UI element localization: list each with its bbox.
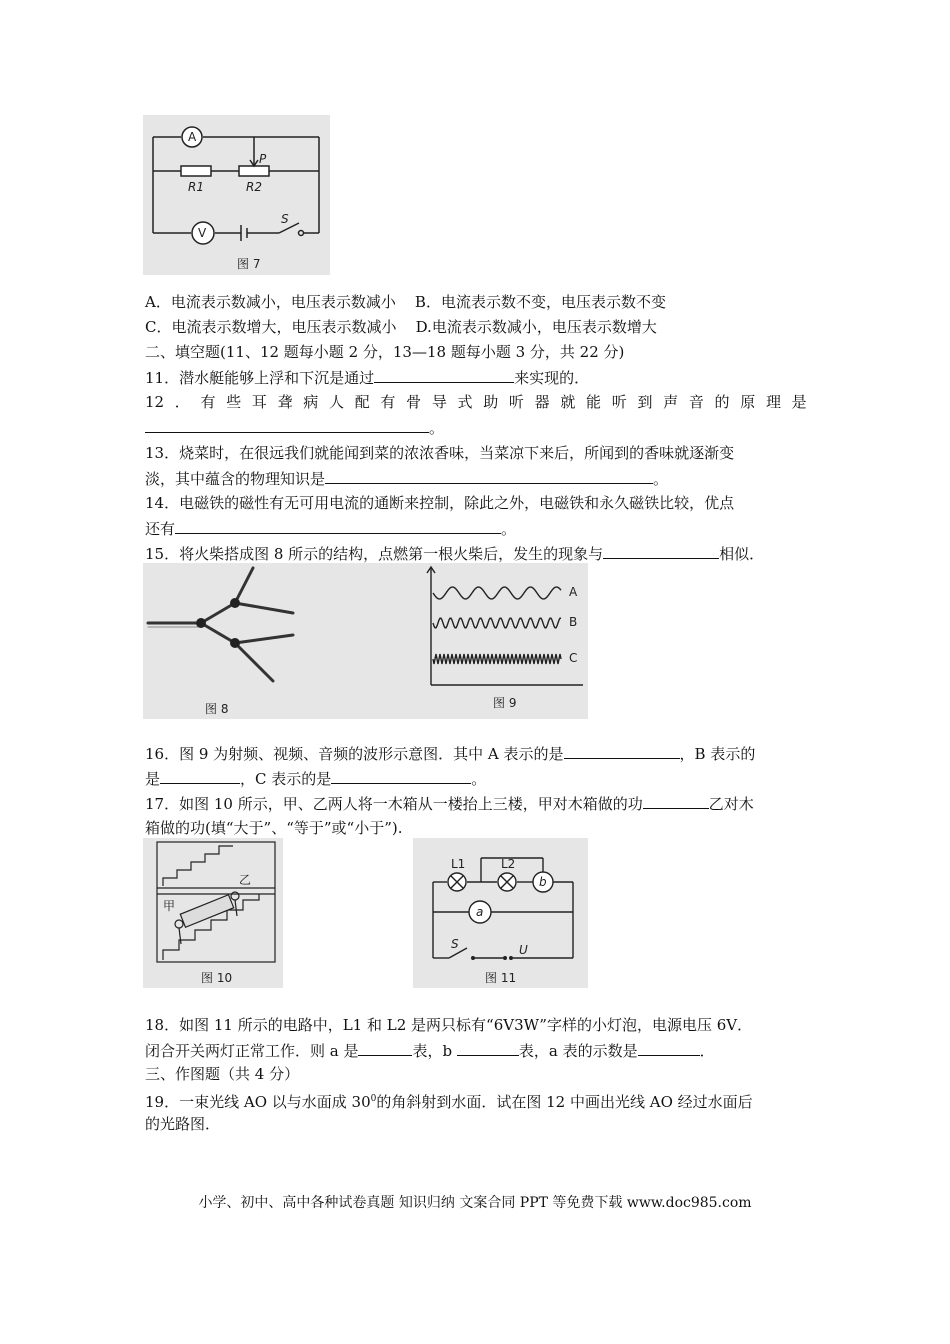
q19-text: 19．一束光线 AO 以与水面成 30 (145, 1093, 371, 1111)
wave-b-label: B (569, 615, 578, 629)
q19-text-2: 的角斜射到水面．试在图 12 中画出光线 AO 经过水面后 (376, 1093, 753, 1111)
q18-end: ． (699, 1042, 715, 1060)
switch-s-label: S (451, 937, 459, 951)
q10-option-c: C．电流表示数增大，电压表示数减小 (145, 318, 397, 336)
q16-text: 16．图 9 为射频、视频、音频的波形示意图．其中 A 表示的是 (145, 745, 564, 763)
q12-end: 。 (429, 419, 445, 437)
q16-text-2: 是 (145, 770, 161, 788)
question-16-line-2 (145, 768, 486, 789)
q10-option-b: B．电流表示数不变，电压表示数不变 (414, 293, 666, 311)
q12-char: 有 (380, 393, 396, 411)
slider-label: P (259, 152, 267, 166)
figure-11-label: 图 11 (485, 971, 517, 985)
circuit-diagram-7 (143, 115, 330, 275)
q16-text-3: ，C 表示的是 (240, 770, 332, 788)
switch-label: S (281, 212, 289, 226)
q15-text: 15．将火柴搭成图 8 所示的结构，点燃第一根火柴后，发生的现象与 (145, 545, 604, 563)
figure-9-label: 图 9 (493, 696, 517, 710)
question-19-line-1 (145, 1089, 753, 1112)
q11-text: 11．潜水艇能够上浮和下沉是通过 (145, 369, 375, 387)
q16-end: 。 (471, 770, 487, 788)
l2-label: L2 (501, 857, 516, 871)
q18-answer-a-blank[interactable] (358, 1040, 412, 1056)
question-18-line-2 (145, 1040, 715, 1061)
q12-char: 导 (431, 393, 447, 411)
q12-char: 理 (765, 393, 781, 411)
figure-10 (143, 838, 283, 988)
q18-text-2: 表，b (412, 1042, 457, 1060)
question-17-line-2: 箱做的功(填“大于”、“等于”或“小于”). (145, 819, 403, 837)
q12-char: 就 (560, 393, 576, 411)
q12-char: 的 (714, 393, 730, 411)
person-b-label: 乙 (239, 873, 252, 887)
q16-text-mid: ，B 表示的 (679, 745, 756, 763)
q12-char: 声 (663, 393, 679, 411)
wave-a-label: A (569, 585, 578, 599)
question-19-line-2: 的光路图． (145, 1115, 221, 1133)
question-16-line-1 (145, 743, 755, 764)
q12-char: 音 (688, 393, 704, 411)
q12-char: 听 (611, 393, 627, 411)
q10-options-row-1 (145, 292, 666, 312)
q18-answer-b-blank[interactable] (457, 1040, 519, 1056)
q12-char: 到 (637, 393, 653, 411)
q15-answer-blank[interactable] (603, 543, 719, 559)
q12-char: 器 (534, 393, 550, 411)
q10-options-row-2 (145, 317, 657, 337)
figure-10-label: 图 10 (201, 971, 233, 985)
question-11 (145, 367, 589, 388)
meter-b-label: b (539, 875, 547, 889)
q12-char: 助 (483, 393, 499, 411)
waveform-diagram-9 (423, 563, 588, 719)
q16-answer-c-blank[interactable] (331, 768, 471, 784)
q13-end: 。 (653, 470, 669, 488)
q11-text-end: 来实现的． (514, 369, 590, 387)
q12-char: 病 (303, 393, 319, 411)
q19-degree-superscript: 0 (370, 1094, 377, 1104)
figure-7-label: 图 7 (237, 257, 261, 271)
wave-b (433, 618, 561, 628)
figure-11 (413, 838, 588, 988)
question-14-line-1: 14．电磁铁的磁性有无可用电流的通断来控制，除此之外，电磁铁和永久磁铁比较，优点 (145, 494, 735, 512)
figure-9 (423, 563, 588, 719)
q12-char: 能 (586, 393, 602, 411)
q18-text: 闭合开关两灯正常工作．则 a 是 (145, 1042, 359, 1060)
person-a-label: 甲 (163, 899, 176, 913)
q14-end: 。 (501, 520, 517, 538)
wave-c-label: C (569, 651, 578, 665)
circuit-diagram-11 (413, 838, 588, 988)
q14-text: 还有 (145, 520, 176, 538)
q12-char: ． (174, 393, 190, 411)
figure-7 (143, 115, 330, 275)
q12-answer-blank[interactable] (145, 417, 429, 433)
q12-char: 听 (508, 393, 524, 411)
wave-c (433, 654, 561, 664)
figure-8 (143, 563, 423, 719)
q12-char: 骨 (406, 393, 422, 411)
q12-char: 人 (329, 393, 345, 411)
question-13-line-2 (145, 468, 668, 489)
meter-a-label: a (476, 905, 484, 919)
section-2-title: 二、填空题(11、12 题每小题 2 分，13—18 题每小题 3 分，共 22 分) (145, 343, 625, 361)
r2-label: R2 (246, 180, 262, 194)
voltage-u-label: U (519, 943, 528, 957)
q15-text-end: 相似． (719, 545, 765, 563)
q14-answer-blank[interactable] (175, 518, 501, 534)
q12-char: 些 (226, 393, 242, 411)
page-footer: 小学、初中、高中各种试卷真题 知识归纳 文案合同 PPT 等免费下载 www.doc985.com (198, 1195, 752, 1211)
question-14-line-2 (145, 518, 516, 539)
q12-char: 有 (200, 393, 216, 411)
l1-label: L1 (451, 857, 466, 871)
q18-text-3: 表，a 表的示数是 (518, 1042, 638, 1060)
question-18-line-1: 18．如图 11 所示的电路中，L1 和 L2 是两只标有“6V3W”字样的小灯泡，电源电压 6V． (145, 1016, 753, 1034)
q11-answer-blank[interactable] (374, 367, 514, 383)
r1-label: R1 (188, 180, 204, 194)
figure-8-label: 图 8 (205, 702, 229, 716)
q12-char: 聋 (277, 393, 293, 411)
question-15 (145, 543, 764, 564)
question-12-line-1 (145, 392, 807, 412)
section-3-title: 三、作图题（共 4 分） (145, 1065, 300, 1083)
q12-char: 是 (791, 393, 807, 411)
q10-option-a: A．电流表示数减小，电压表示数减小 (145, 293, 396, 311)
question-12-line-2 (145, 417, 444, 438)
q13-text: 淡，其中蕴含的物理知识是 (145, 470, 326, 488)
question-13-line-1: 13．烧菜时，在很远我们就能闻到菜的浓浓香味，当菜凉下来后，所闻到的香味就逐渐变 (145, 444, 735, 462)
wave-a (433, 587, 561, 599)
q17-answer-blank[interactable] (643, 793, 709, 809)
q18-answer-reading-blank[interactable] (638, 1040, 700, 1056)
q12-char: 配 (354, 393, 370, 411)
matchstick-diagram-8 (143, 563, 423, 719)
q16-answer-a-blank[interactable] (564, 743, 680, 759)
ammeter-label: A (188, 130, 197, 144)
stairs-diagram-10 (143, 838, 283, 988)
q16-answer-b-blank[interactable] (160, 768, 240, 784)
question-17-line-1 (145, 793, 754, 814)
q17-text: 17．如图 10 所示，甲、乙两人将一木箱从一楼抬上三楼，甲对木箱做的功 (145, 795, 643, 813)
q10-option-d: D.电流表示数减小，电压表示数增大 (415, 318, 657, 336)
q12-char: 耳 (251, 393, 267, 411)
q12-char: 12 (145, 393, 165, 411)
q12-char: 式 (457, 393, 473, 411)
voltmeter-label: V (198, 226, 207, 240)
q12-char: 原 (740, 393, 756, 411)
q13-answer-blank[interactable] (325, 468, 653, 484)
q17-text-end: 乙对木 (708, 795, 754, 813)
